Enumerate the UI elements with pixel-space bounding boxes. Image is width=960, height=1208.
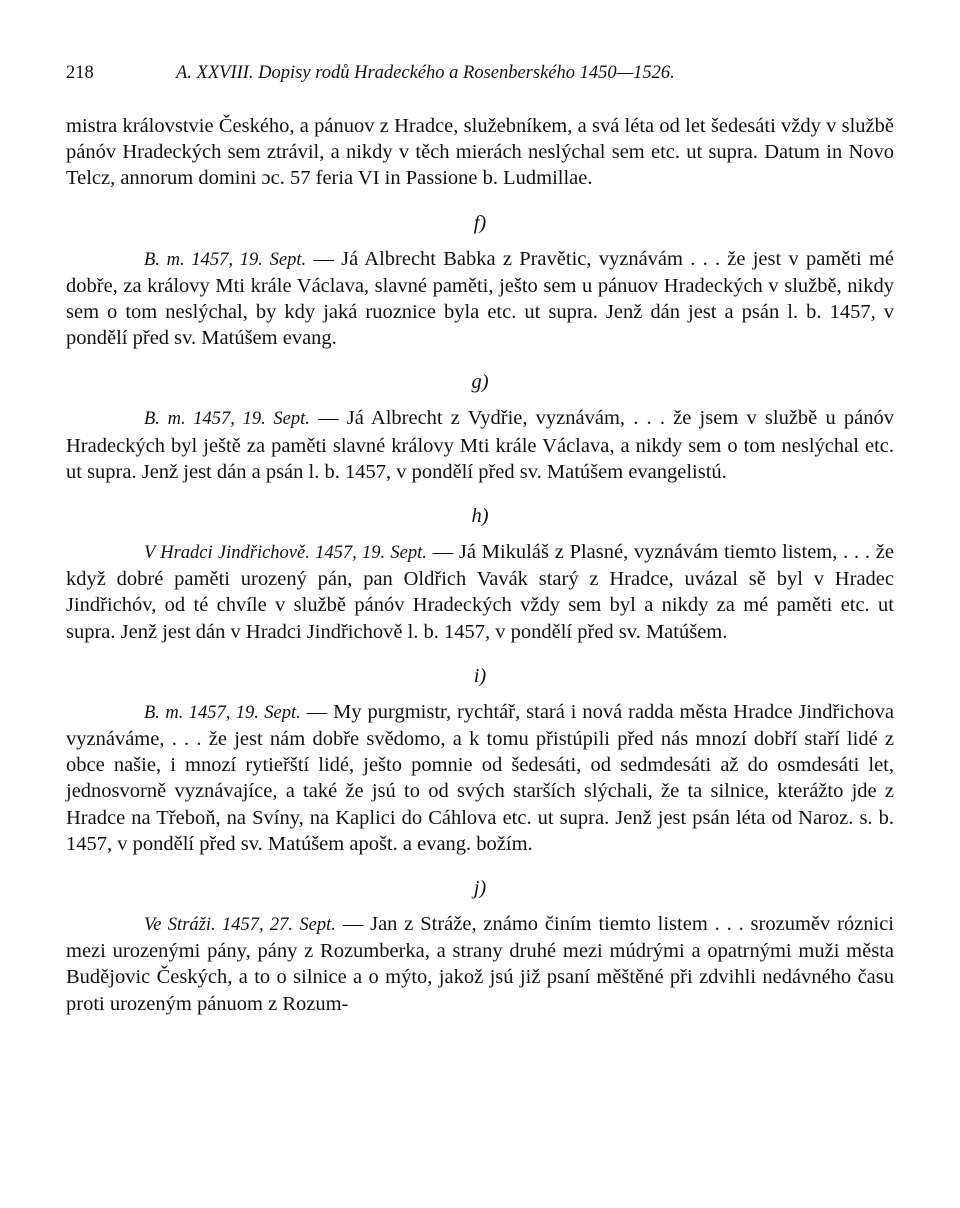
section-paragraph (66, 405, 894, 485)
section-heading: B. m. 1457, 19. Sept. (144, 702, 301, 723)
section-text: — My purgmistr, rychtář, stará i nová radda města Hradce Jindřichova vyznáváme, . . . že jest nám dobře svědomo, a k tomu přistúpili před nás mnozí dobří staří lidé z obce našie, i mnozí rytieřští lidé, ješto pomnie od šedesáti, od sedmdesáti až do osmdesáti let, jednosvorně vyznávajíce, a také že jsú to od svých starších slýchali, že ta silnice, kterážto jde z Hradce na Třeboň, na Svíny, na Kaplici do Cáhlova etc. ut supra. Jenž jest psán léta od Naroz. s. b. 1457, v pondělí před sv. Matúšem apošt. a evang. božím. (66, 700, 895, 855)
section-j (66, 873, 894, 1017)
intro-paragraph: mistra královstvie Českého, a pánuov z Hradce, služebníkem, a svá léta od let šedesáti vždy v službě pánóv Hradeckých sem ztrávil, a nikdy v těch mierách neslýchal sem etc. ut supra. Datum in Novo Telcz, annorum domini ɔc. 57 feria VI in Passione b. Ludmillae. (66, 115, 894, 190)
section-text: — Já Albrecht z Vydřie, vyznávám, . . . že jsem v službě u pánóv Hradeckých byl ještě za paměti slavné královy Mti krále Václava, a nikdy sem o tom neslýchal etc. ut supra. Jenž jest dán a psán l. b. 1457, v pondělí před sv. Matúšem evangelistú. (66, 407, 894, 483)
section-label: h) (471, 505, 489, 528)
section-heading: B. m. 1457, 19. Sept. (144, 249, 307, 270)
section-i (66, 661, 894, 857)
section-label: i) (473, 664, 487, 687)
section-heading: V Hradci Jindřichově. 1457, 19. Sept. (144, 543, 427, 564)
page-number: 218 (66, 63, 94, 83)
section-paragraph (66, 246, 894, 352)
section-heading: B. m. 1457, 19. Sept. (144, 409, 310, 430)
section-f (66, 208, 894, 352)
running-title: A. XXVIII. Dopisy rodů Hradeckého a Rosenberského 1450—1526. (176, 63, 675, 83)
section-h (66, 501, 894, 645)
section-text: — Já Mikuláš z Plasné, vyznávám tiemto listem, . . . že když dobré paměti urozený pán, pan Oldřich Vavák starý z Hradce, uvázal sě byl v Hradec Jindřichóv, od té chvíle v službě pánóv Hradeckých vždy sem byl a nikdy za mé paměti etc. ut supra. Jenž jest dán v Hradci Jindřichově l. b. 1457, v pondělí před sv. Matúšem. (66, 541, 894, 643)
section-label: g) (471, 371, 489, 394)
section-paragraph (66, 911, 894, 1017)
section-label: j) (473, 877, 487, 900)
section-label: f) (473, 211, 487, 234)
section-text: — Já Albrecht Babka z Pravětic, vyznávám . . . že jest v paměti mé dobře, za královy Mti krále Václava, slavné paměti, ješto sem u pánuov Hradeckých v službě, nikdy sem o tom neslýchal, by kdy jaká ruoznice byla etc. ut supra. Jenž dán jest a psán l. b. 1457, v pondělí před sv. Matúšem evang. (66, 247, 895, 350)
section-g (66, 367, 894, 485)
page-header (66, 60, 894, 88)
section-text: — Jan z Stráže, známo činím tiemto listem . . . srozuměv róznici mezi urozenými pány, pány z Rozumberka, a strany druhé mezi múdrými a opatrnými muži města Budějovic Českých, a to o silnice a o mýto, jakož jsú již psaní měštěné při zdvihli nedávného času proti urozeným pánuom z Rozum- (66, 913, 895, 1015)
section-heading: Ve Stráži. 1457, 27. Sept. (144, 915, 336, 936)
section-paragraph (66, 539, 894, 645)
section-paragraph (66, 699, 894, 857)
